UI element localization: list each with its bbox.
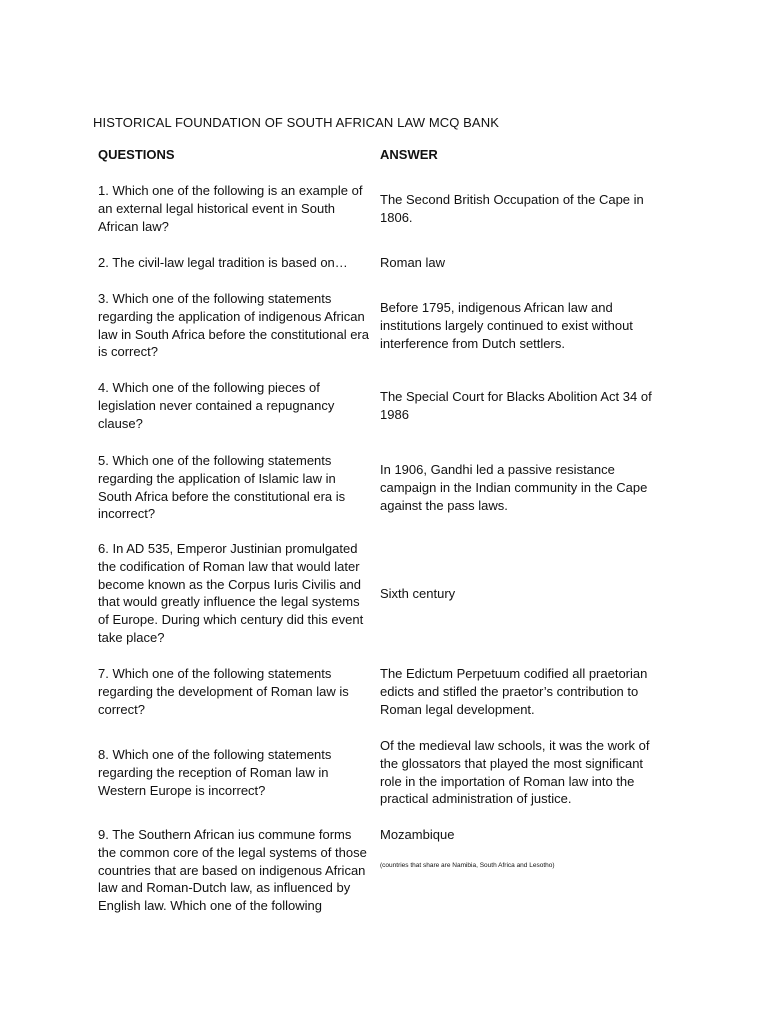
answer-column-header: ANSWER [380,147,438,162]
answer-note: (countries that share are Namibia, South Africa and Lesotho) [380,862,555,869]
answer-text: Roman law [380,255,446,270]
answer-text: Sixth century [380,586,456,601]
questions-column-header: QUESTIONS [98,147,175,162]
question-text: 7. Which one of the following statements regarding the development of Roman law is correct? [98,666,349,717]
answer-text: In 1906, Gandhi led a passive resistance campaign in the Indian community in the Cape against the pass laws. [380,462,648,513]
answer-text: The Special Court for Blacks Abolition Act 34 of 1986 [380,389,652,422]
question-text: 4. Which one of the following pieces of legislation never contained a repugnancy clause? [98,380,335,431]
question-text: 2. The civil-law legal tradition is based on… [98,255,348,270]
answer-text: The Second British Occupation of the Cape in 1806. [380,192,644,225]
answer-text: Mozambique [380,827,455,842]
question-text: 6. In AD 535, Emperor Justinian promulgated the codification of Roman law that would later become known as the Corpus Iuris Civilis and that would greatly influence the legal systems of Europe. During which century did this event take place? [98,541,364,645]
answer-text: The Edictum Perpetuum codified all praetorian edicts and stifled the praetor’s contribution to Roman legal development. [380,666,648,717]
question-text: 9. The Southern African ius commune forms the common core of the legal systems of those countries that are based on indigenous African law and Roman-Dutch law, as influenced by English law. Which one of the following [98,827,367,914]
question-text: 5. Which one of the following statements regarding the application of Islamic law in South Africa before the constitutional era is incorrect? [98,453,346,522]
answer-text: Before 1795, indigenous African law and institutions largely continued to exist without interference from Dutch settlers. [380,300,633,351]
question-text: 3. Which one of the following statements regarding the application of indigenous African law in South Africa before the constitutional era is correct? [98,291,369,360]
document-title: HISTORICAL FOUNDATION OF SOUTH AFRICAN LAW MCQ BANK [93,115,499,130]
answer-text: Of the medieval law schools, it was the work of the glossators that played the most significant role in the importation of Roman law into the practical administration of justice. [380,738,650,807]
question-text: 8. Which one of the following statements regarding the reception of Roman law in Western Europe is incorrect? [98,747,332,798]
question-text: 1. Which one of the following is an example of an external legal historical event in South African law? [98,183,363,234]
